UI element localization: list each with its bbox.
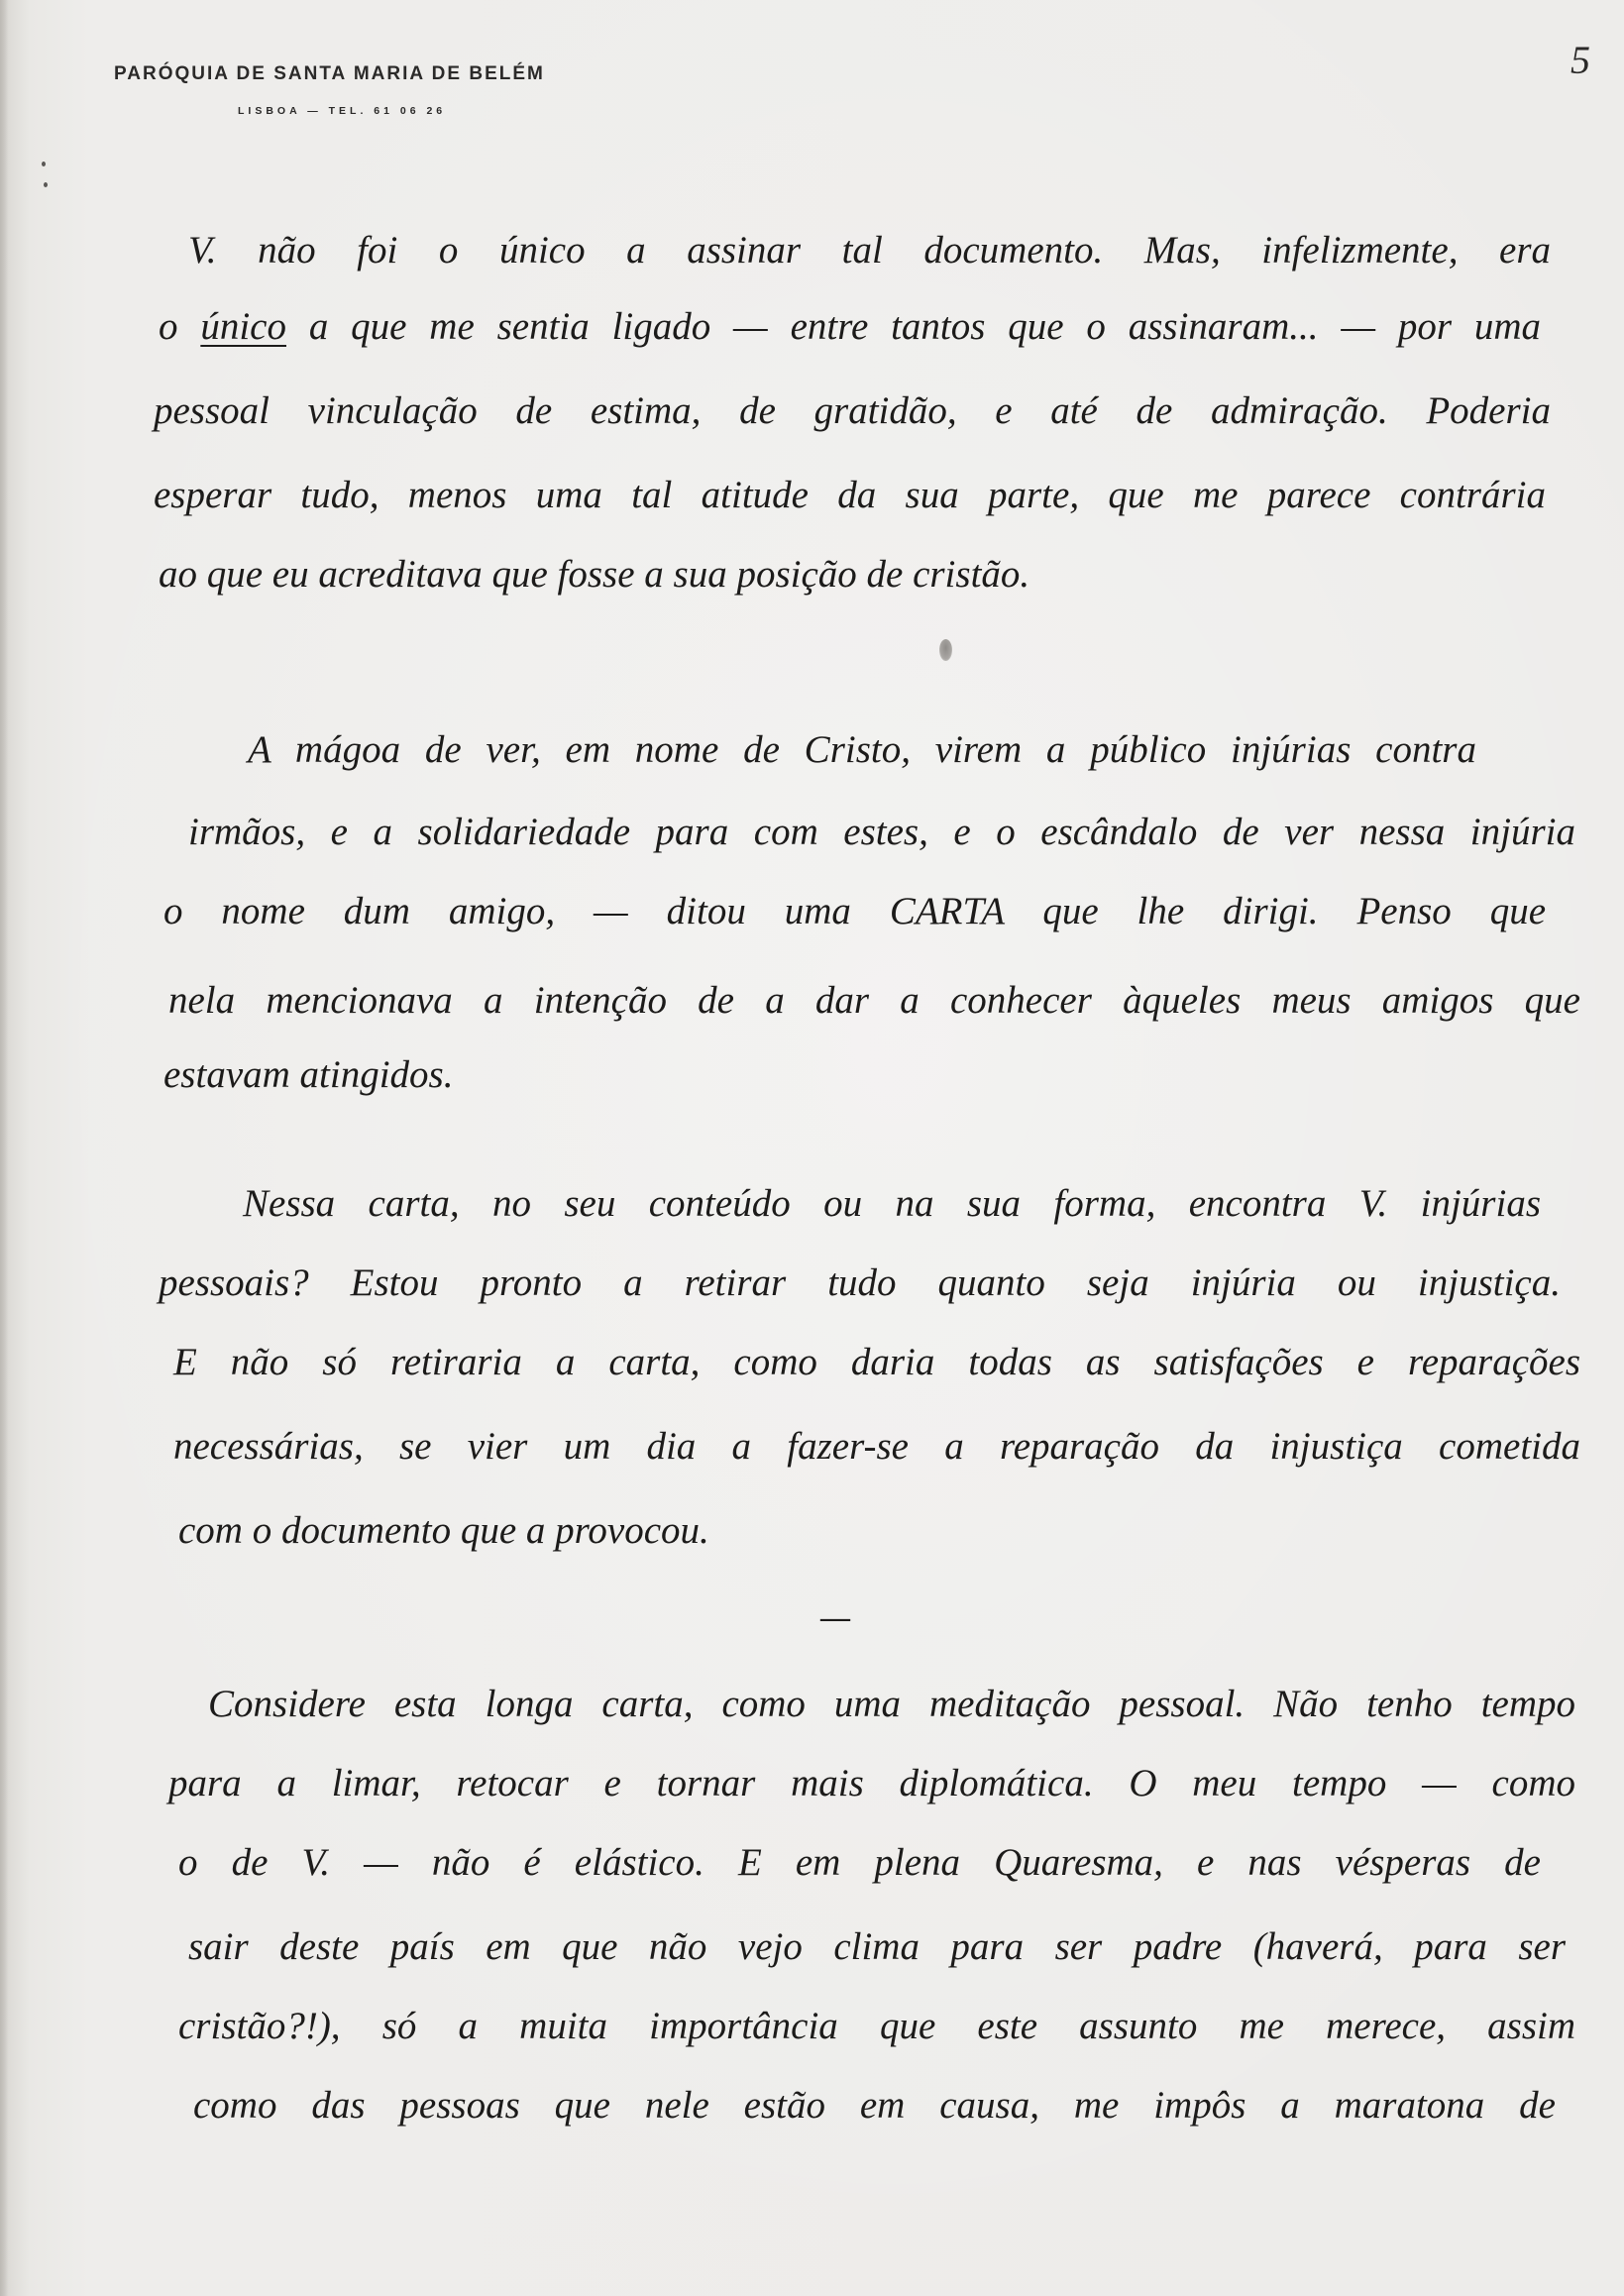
letter-line: E não só retiraria a carta, como daria todas as satisfações e reparações <box>173 1341 1580 1383</box>
letterhead-parish-name: PARÓQUIA DE SANTA MARIA DE BELÉM <box>114 63 545 84</box>
letter-line: A mágoa de ver, em nome de Cristo, virem a público injúrias contra <box>248 728 1476 771</box>
page-number: 5 <box>1570 38 1590 82</box>
letter-line: com o documento que a provocou. <box>178 1509 709 1552</box>
margin-mark <box>42 162 46 166</box>
letter-line: estavam atingidos. <box>163 1053 454 1096</box>
letterhead-contact: LISBOA — TEL. 61 06 26 <box>238 105 447 117</box>
letter-line: necessárias, se vier um dia a fazer-se a reparação da injustiça cometida <box>173 1425 1580 1468</box>
letter-line: pessoal vinculação de estima, de gratidão, e até de admiração. Poderia <box>154 389 1551 432</box>
letter-line: cristão?!), só a muita importância que este assunto me merece, assim <box>178 2005 1575 2047</box>
section-separator: — <box>820 1601 850 1634</box>
letter-line <box>159 302 1541 352</box>
letter-line: sair deste país em que não vejo clima para ser padre (haverá, para ser <box>188 1925 1566 1968</box>
letter-line: irmãos, e a solidariedade para com estes, e o escândalo de ver nessa injúria <box>188 811 1575 853</box>
letter-line: nela mencionava a intenção de a dar a conhecer àqueles meus amigos que <box>168 979 1580 1022</box>
line-text: o <box>159 305 178 348</box>
letter-line: como das pessoas que nele estão em causa, me impôs a maratona de <box>193 2084 1556 2127</box>
underlined-word: único <box>200 305 286 348</box>
ink-spot <box>939 639 952 661</box>
letter-line: o de V. — não é elástico. E em plena Quaresma, e nas vésperas de <box>178 1841 1541 1884</box>
letter-line: Considere esta longa carta, como uma meditação pessoal. Não tenho tempo <box>208 1683 1575 1725</box>
letter-line: ao que eu acreditava que fosse a sua posição de cristão. <box>159 553 1030 596</box>
letter-line: V. não foi o único a assinar tal documento. Mas, infelizmente, era <box>188 229 1551 272</box>
letter-line: esperar tudo, menos uma tal atitude da sua parte, que me parece contrária <box>154 474 1546 516</box>
margin-mark <box>44 182 48 187</box>
letter-line: para a limar, retocar e tornar mais diplomática. O meu tempo — como <box>168 1762 1575 1804</box>
line-text: a que me sentia ligado — entre tantos que o assinaram... — por uma <box>308 305 1542 348</box>
letter-line: pessoais? Estou pronto a retirar tudo quanto seja injúria ou injustiça. <box>159 1261 1561 1304</box>
letter-line: Nessa carta, no seu conteúdo ou na sua forma, encontra V. injúrias <box>243 1182 1541 1225</box>
letter-line: o nome dum amigo, — ditou uma CARTA que lhe dirigi. Penso que <box>163 890 1546 932</box>
paper-edge <box>0 0 8 2296</box>
